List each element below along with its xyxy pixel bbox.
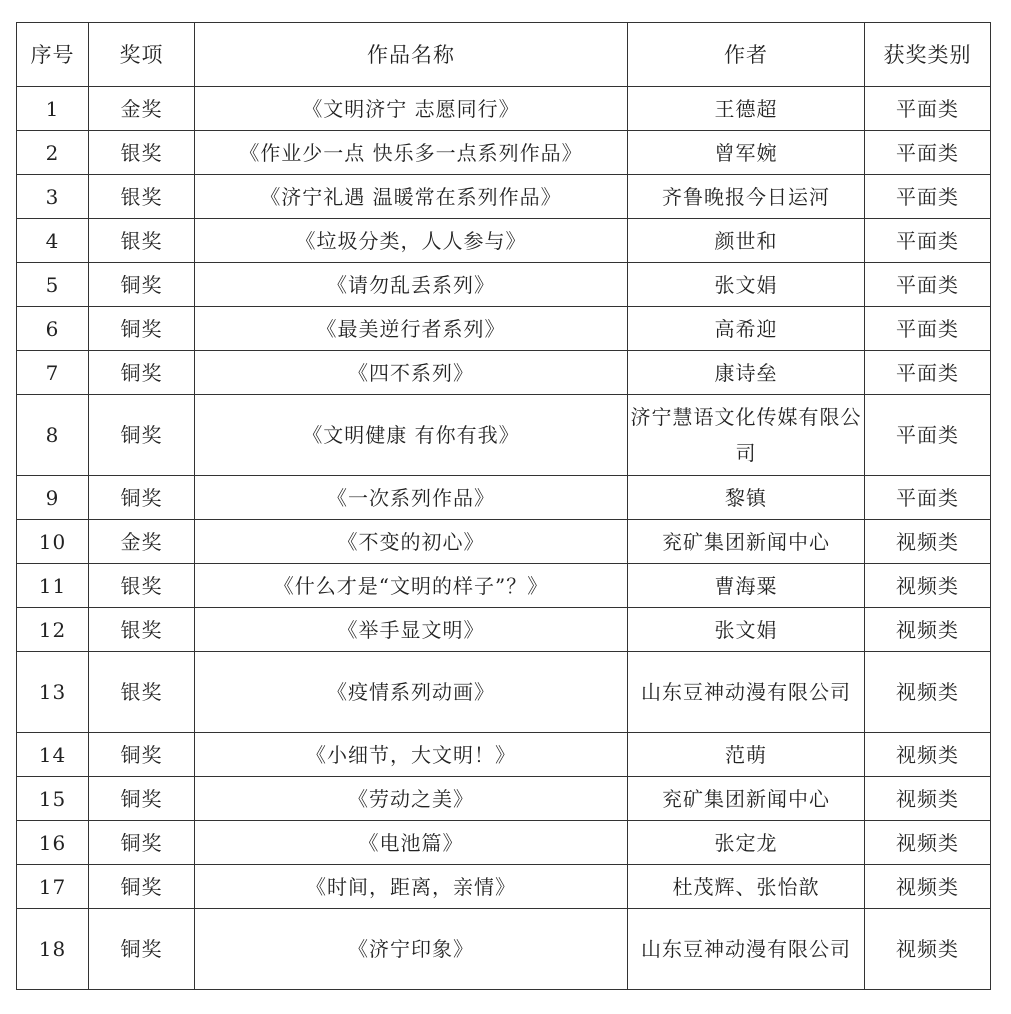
header-row [17,23,991,87]
cell-no: 16 [17,821,89,865]
cell-title: 《济宁印象》 [195,909,628,990]
cell-title: 《电池篇》 [195,821,628,865]
cell-author: 兖矿集团新闻中心 [628,520,865,564]
cell-award: 金奖 [89,87,195,131]
cell-category: 视频类 [865,777,991,821]
table-row [17,733,991,777]
table-row [17,909,991,990]
cell-no: 9 [17,476,89,520]
cell-author: 兖矿集团新闻中心 [628,777,865,821]
table-row [17,821,991,865]
table-row [17,520,991,564]
cell-title: 《作业少一点 快乐多一点系列作品》 [195,131,628,175]
cell-title: 《济宁礼遇 温暖常在系列作品》 [195,175,628,219]
table-row [17,476,991,520]
cell-title: 《文明健康 有你有我》 [195,395,628,476]
cell-no: 8 [17,395,89,476]
cell-title: 《不变的初心》 [195,520,628,564]
cell-category: 视频类 [865,520,991,564]
table-row [17,263,991,307]
cell-award: 银奖 [89,564,195,608]
cell-category: 视频类 [865,821,991,865]
cell-no: 12 [17,608,89,652]
table-row [17,652,991,733]
cell-author: 王德超 [628,87,865,131]
cell-category: 视频类 [865,652,991,733]
table-row [17,777,991,821]
cell-no: 18 [17,909,89,990]
cell-author: 黎镇 [628,476,865,520]
cell-no: 1 [17,87,89,131]
cell-category: 平面类 [865,263,991,307]
cell-title: 《劳动之美》 [195,777,628,821]
cell-category: 平面类 [865,476,991,520]
cell-title: 《垃圾分类，人人参与》 [195,219,628,263]
cell-award: 铜奖 [89,263,195,307]
cell-author: 高希迎 [628,307,865,351]
cell-author: 张文娟 [628,263,865,307]
cell-title: 《小细节，大文明！》 [195,733,628,777]
cell-award: 银奖 [89,652,195,733]
cell-category: 平面类 [865,307,991,351]
cell-title: 《最美逆行者系列》 [195,307,628,351]
cell-no: 3 [17,175,89,219]
cell-no: 2 [17,131,89,175]
table-row [17,219,991,263]
cell-award: 银奖 [89,219,195,263]
cell-award: 金奖 [89,520,195,564]
cell-category: 平面类 [865,219,991,263]
cell-no: 4 [17,219,89,263]
cell-author: 齐鲁晚报今日运河 [628,175,865,219]
header-title: 作品名称 [195,23,628,87]
cell-category: 平面类 [865,131,991,175]
table-row [17,175,991,219]
table-row [17,608,991,652]
cell-author: 张文娟 [628,608,865,652]
cell-category: 视频类 [865,608,991,652]
cell-award: 银奖 [89,608,195,652]
cell-no: 13 [17,652,89,733]
cell-title: 《疫情系列动画》 [195,652,628,733]
table-row [17,865,991,909]
cell-award: 铜奖 [89,821,195,865]
cell-no: 6 [17,307,89,351]
table-row [17,87,991,131]
cell-category: 平面类 [865,175,991,219]
cell-title: 《举手显文明》 [195,608,628,652]
cell-category: 视频类 [865,909,991,990]
cell-no: 14 [17,733,89,777]
cell-author: 康诗垒 [628,351,865,395]
table-row [17,351,991,395]
cell-award: 铜奖 [89,909,195,990]
awards-table [16,22,991,990]
cell-author: 曹海粟 [628,564,865,608]
cell-title: 《时间，距离，亲情》 [195,865,628,909]
cell-title: 《文明济宁 志愿同行》 [195,87,628,131]
cell-no: 15 [17,777,89,821]
table-row [17,395,991,476]
cell-no: 11 [17,564,89,608]
cell-author: 颜世和 [628,219,865,263]
cell-award: 铜奖 [89,865,195,909]
cell-author: 张定龙 [628,821,865,865]
cell-no: 5 [17,263,89,307]
cell-award: 银奖 [89,131,195,175]
cell-award: 铜奖 [89,307,195,351]
cell-title: 《四不系列》 [195,351,628,395]
cell-no: 7 [17,351,89,395]
header-category: 获奖类别 [865,23,991,87]
cell-award: 铜奖 [89,351,195,395]
header-no: 序号 [17,23,89,87]
cell-category: 视频类 [865,733,991,777]
cell-author: 曾军婉 [628,131,865,175]
cell-title: 《请勿乱丢系列》 [195,263,628,307]
cell-no: 10 [17,520,89,564]
cell-author: 山东豆神动漫有限公司 [628,909,865,990]
table-row [17,564,991,608]
table-row [17,307,991,351]
cell-author: 山东豆神动漫有限公司 [628,652,865,733]
cell-category: 视频类 [865,865,991,909]
cell-award: 铜奖 [89,395,195,476]
header-author: 作者 [628,23,865,87]
table-row [17,131,991,175]
header-award: 奖项 [89,23,195,87]
cell-no: 17 [17,865,89,909]
cell-award: 铜奖 [89,777,195,821]
cell-category: 视频类 [865,564,991,608]
cell-award: 铜奖 [89,476,195,520]
cell-award: 银奖 [89,175,195,219]
cell-category: 平面类 [865,87,991,131]
cell-title: 《一次系列作品》 [195,476,628,520]
cell-category: 平面类 [865,395,991,476]
cell-category: 平面类 [865,351,991,395]
cell-author: 济宁慧语文化传媒有限公司 [628,395,865,476]
cell-author: 范萌 [628,733,865,777]
cell-award: 铜奖 [89,733,195,777]
cell-title: 《什么才是“文明的样子”？》 [195,564,628,608]
cell-author: 杜茂辉、张怡歆 [628,865,865,909]
